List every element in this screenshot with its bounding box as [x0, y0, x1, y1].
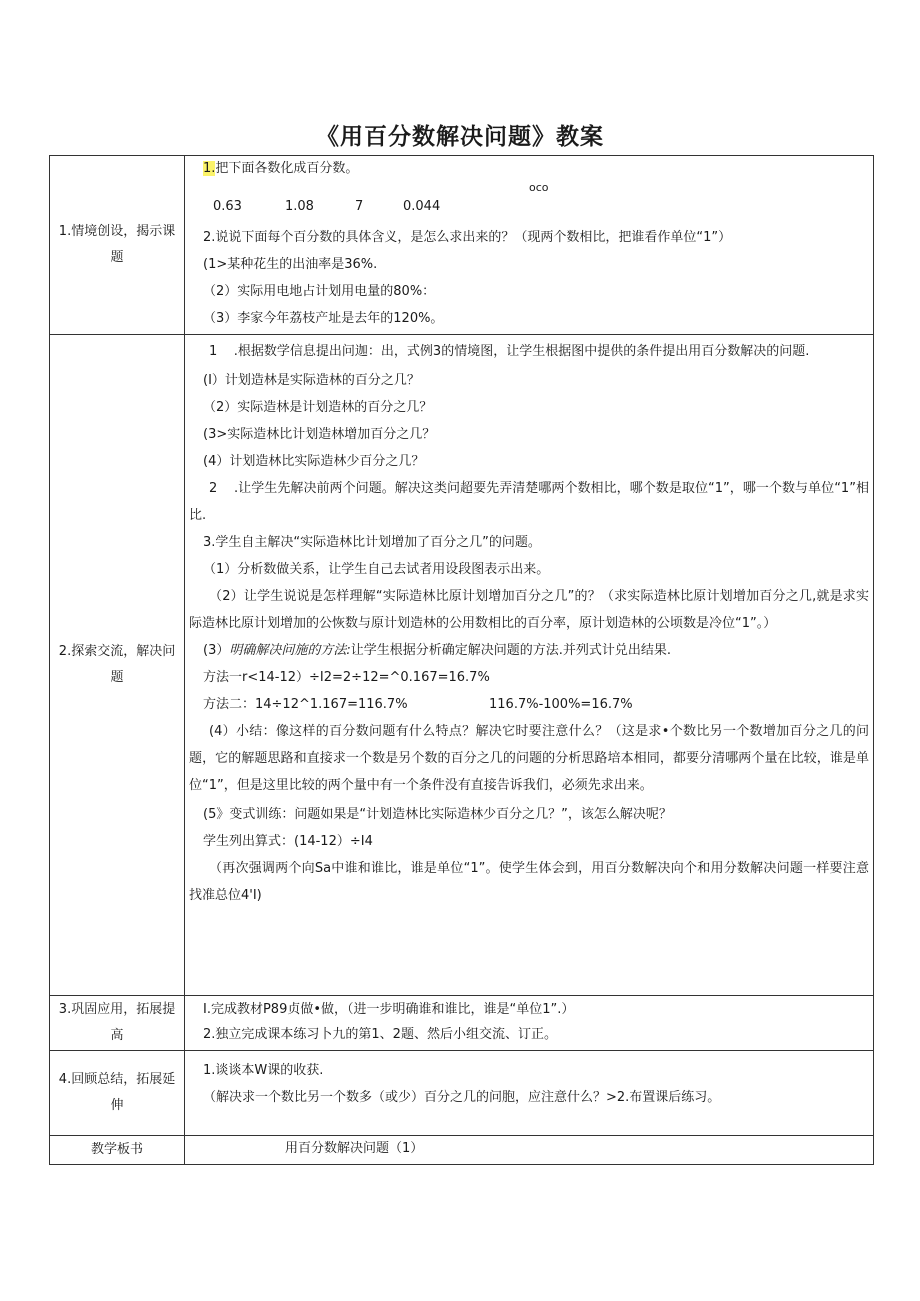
text-line: 1.谈谈本W课的收获.: [203, 1063, 324, 1078]
text-line: （1）分析数做关系，让学生自己去试者用设段图表示出来。: [203, 562, 550, 577]
number-item: 0.044: [403, 199, 441, 214]
row-label: 教学板书: [50, 1136, 185, 1165]
text-line: oco: [529, 181, 549, 194]
text-span: (3）: [203, 643, 230, 658]
number-item: 0.63: [213, 199, 242, 214]
text-line: 2.独立完成课本练习卜九的第1、2题、然后小组交流、订正。: [203, 1027, 557, 1042]
text-line: (5》变式训练：问题如果是“计划造林比实际造林少百分之几？”，该怎么解决呢？: [203, 807, 672, 822]
text-line: 用百分数解决问题（1）: [285, 1141, 424, 1156]
number-list: [189, 196, 869, 218]
paragraph: （再次强调两个向Sa中谁和谁比，谁是单位“1”。使学生体会到，用百分数解决向个和用分数解决问题一样要注意找准总位4'I): [189, 861, 869, 903]
text-line: （解决求一个数比另一个数多（或少）百分之几的问胞，应注意什么？>2.布置课后练习。: [203, 1090, 721, 1105]
text-line: [189, 158, 869, 180]
text-line: (4）计划造林比实际造林少百分之几？: [203, 454, 425, 469]
row-content: [185, 1136, 874, 1165]
table-row: [50, 1136, 874, 1165]
text-line: [189, 637, 869, 664]
row-content: [185, 1051, 874, 1136]
table-row: [50, 335, 874, 996]
text-line: I.完成教材P89贞做•做，（进一步明确谁和谁比，谁是“单位1”.）: [203, 1002, 575, 1017]
highlighted-number: 1.: [203, 161, 216, 176]
text-line: （3）李家今年荔枝产址是去年的120%。: [203, 311, 444, 326]
text-span: 让学生根据分析确定解决问题的方法.并列式计兑出结果.: [350, 643, 671, 658]
row-content: [185, 335, 874, 996]
formula-line: 方法一r<14-12）÷I2=2÷12=^0.167=16.7%: [203, 670, 490, 685]
text-line: (1>某种花生的出油率是36%.: [203, 257, 378, 272]
text-line: （2）实际用电地占计划用电量的80%：: [203, 284, 436, 299]
number-item: 7: [355, 199, 364, 214]
paragraph: （2）让学生说说是怎样理解“实际造林比原计划增加百分之几”的？（求实际造林比原计划增加百分之几,就是求实际造林比原计划增加的公恢数与原计划造林的公用数相比的百分率，原计划造林的公顷数是冷位“1”。）: [189, 589, 869, 631]
formula: 方法二：14÷12^1.167=116.7%: [203, 697, 408, 712]
text-line: 2.说说下面每个百分数的具体含义，是怎么求出来的？（现两个数相比，把谁看作单位“1”）: [203, 230, 732, 245]
row-label: 2.探索交流，解决问题: [50, 335, 185, 996]
number-item: 1.08: [285, 199, 314, 214]
formula: 116.7%-100%=16.7%: [489, 697, 633, 712]
text-line: 学生列出算式：(14-12）÷I4: [203, 834, 373, 849]
table-row: [50, 1051, 874, 1136]
row-content: [185, 156, 874, 335]
row-content: [185, 996, 874, 1051]
text-line: (3>实际造林比计划造林增加百分之几？: [203, 427, 436, 442]
paragraph: 2 .让学生先解决前两个问题。解决这类问超要先弄清楚哪两个数相比，哪个数是取位“1”，哪一个数与单位“1”相比.: [189, 481, 869, 523]
document-title: 《用百分数解决问题》教案: [316, 124, 604, 150]
text-span: 把下面各数化成百分数。: [215, 161, 359, 176]
paragraph: (4）小结：像这样的百分数问题有什么特点？解决它时要注意什么？（这是求•个数比另一个数增加百分之几的问题，它的解题思路和直接求一个数是另个数的百分之几的问题的分析思路培本相同，都要分清哪两个量在比较，谁是单位“1”，但是这里比较的两个量中有一个条件没有直接告诉我们，必须先求出来。: [189, 724, 869, 793]
table-row: [50, 156, 874, 335]
italic-text: 明确解决问施的方法:: [229, 643, 351, 658]
row-label: 3.巩固应用，拓展提高: [50, 996, 185, 1051]
text-line: (I）计划造林是实际造林的百分之几？: [203, 373, 420, 388]
row-label: 1.情境创设，揭示课题: [50, 156, 185, 335]
lesson-plan-table: [49, 155, 874, 1165]
text-line: 3.学生自主解决“实际造林比计划增加了百分之几”的问题。: [203, 535, 541, 550]
table-row: [50, 996, 874, 1051]
formula-line: [189, 691, 869, 718]
text-line: （2）实际造林是计划造林的百分之几？: [203, 400, 433, 415]
paragraph: 1 .根据数学信息提出问迦：出，式例3的情境图，让学生根据图中提供的条件提出用百分数解决的问题.: [209, 344, 810, 359]
row-label: 4.回顾总结，拓展延伸: [50, 1051, 185, 1136]
